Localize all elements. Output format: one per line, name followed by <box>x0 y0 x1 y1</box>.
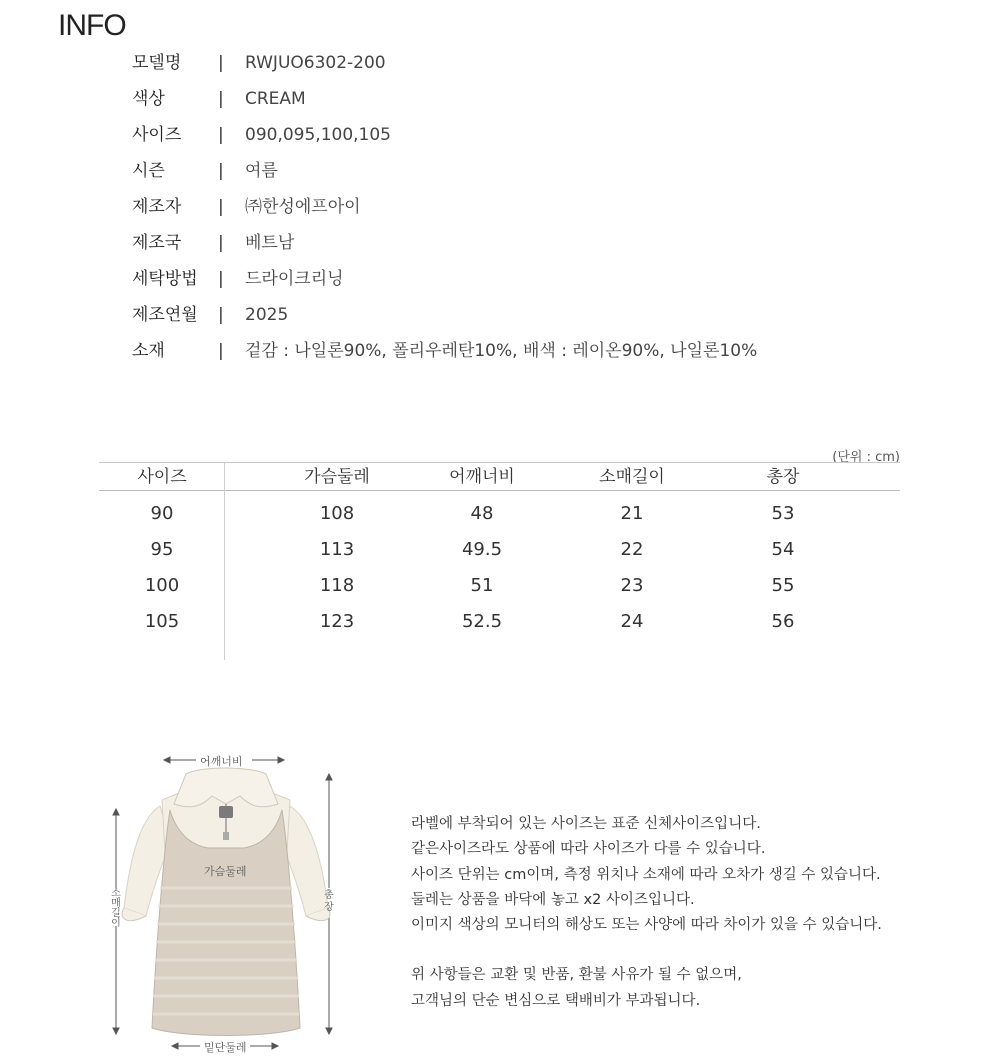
size-table <box>99 462 900 662</box>
info-value: 2025 <box>245 305 289 325</box>
cell-size: 100 <box>144 575 180 596</box>
info-label: 세탁방법 <box>132 269 198 289</box>
info-value: 겉감 : 나일론90%, 폴리우레탄10%, 배색 : 레이온90%, 나일론10% <box>245 341 758 361</box>
garment-illustration <box>100 748 360 1060</box>
header-shoulder: 어깨너비 <box>449 467 515 487</box>
chest-label: 가슴둘레 <box>204 865 247 878</box>
shoulder-width-label: 어깨너비 <box>200 755 243 768</box>
info-value: 드라이크리닝 <box>245 269 344 289</box>
cell-shoulder: 48 <box>470 503 494 524</box>
cell-sleeve: 21 <box>620 503 644 524</box>
note-spacer <box>411 938 882 963</box>
info-value: 여름 <box>245 161 278 181</box>
info-value: 베트남 <box>245 233 295 253</box>
cell-size: 90 <box>150 503 174 524</box>
note-line: 고객님의 단순 변심으로 택배비가 부과됩니다. <box>411 992 701 1009</box>
cell-size: 95 <box>150 539 174 560</box>
cell-shoulder: 49.5 <box>461 539 503 560</box>
note-line: 위 사항들은 교환 및 반품, 환불 사유가 될 수 없으며, <box>411 967 742 984</box>
info-separator: | <box>218 53 224 73</box>
info-separator: | <box>218 233 224 253</box>
header-chest: 가슴둘레 <box>304 467 370 487</box>
info-separator: | <box>218 125 224 145</box>
cell-shoulder: 51 <box>470 575 494 596</box>
cell-chest: 113 <box>319 539 355 560</box>
info-value: RWJUO6302-200 <box>245 53 386 73</box>
info-value: CREAM <box>245 89 306 109</box>
info-label: 모델명 <box>132 53 182 73</box>
info-label: 소재 <box>132 341 165 361</box>
note-line: 이미지 색상의 모니터의 해상도 또는 사양에 따라 차이가 있을 수 있습니다. <box>411 917 882 934</box>
table-header-row <box>99 465 900 489</box>
info-label: 제조연월 <box>132 305 198 325</box>
hem-label: 밑단둘레 <box>204 1041 247 1054</box>
header-size: 사이즈 <box>137 467 187 487</box>
cell-chest: 123 <box>319 611 355 632</box>
info-separator: | <box>218 305 224 325</box>
info-separator: | <box>218 197 224 217</box>
cell-size: 105 <box>144 611 180 632</box>
info-label: 시즌 <box>132 161 165 181</box>
info-label: 색상 <box>132 89 165 109</box>
note-line: 사이즈 단위는 cm이며, 측정 위치나 소재에 따라 오차가 생길 수 있습니다. <box>411 866 881 883</box>
sleeve-length-label: 소매길이 <box>111 888 121 929</box>
note-line: 라벨에 부착되어 있는 사이즈는 표준 신체사이즈입니다. <box>411 816 761 832</box>
header-length: 총장 <box>766 467 800 487</box>
unit-note: (단위 : cm) <box>832 450 900 465</box>
info-separator: | <box>218 269 224 289</box>
table-header-border <box>99 490 900 491</box>
size-notes <box>411 812 882 1014</box>
note-line: 같은사이즈라도 상품에 따라 사이즈가 다를 수 있습니다. <box>411 841 766 858</box>
cell-chest: 118 <box>319 575 355 596</box>
cell-sleeve: 24 <box>620 611 644 632</box>
info-separator: | <box>218 89 224 109</box>
cell-length: 53 <box>771 503 795 524</box>
info-title: INFO <box>58 9 126 42</box>
total-length-label: 총장 <box>324 890 334 913</box>
measurement-diagram <box>100 748 360 1060</box>
table-top-border <box>99 462 900 463</box>
table-column-divider <box>224 462 225 660</box>
cell-length: 56 <box>771 611 795 632</box>
header-sleeve: 소매길이 <box>599 467 665 487</box>
info-separator: | <box>218 161 224 181</box>
info-label: 제조자 <box>132 197 182 217</box>
info-value: ㈜한성에프아이 <box>245 197 361 217</box>
info-label: 제조국 <box>132 233 182 253</box>
cell-sleeve: 23 <box>620 575 644 596</box>
info-value: 090,095,100,105 <box>245 125 392 145</box>
info-separator: | <box>218 341 224 361</box>
cell-chest: 108 <box>319 503 355 524</box>
cell-length: 54 <box>771 539 795 560</box>
note-line: 둘레는 상품을 바닥에 놓고 x2 사이즈입니다. <box>411 891 695 908</box>
info-label: 사이즈 <box>132 125 182 145</box>
cell-shoulder: 52.5 <box>461 611 503 632</box>
cell-sleeve: 22 <box>620 539 644 560</box>
cell-length: 55 <box>771 575 795 596</box>
